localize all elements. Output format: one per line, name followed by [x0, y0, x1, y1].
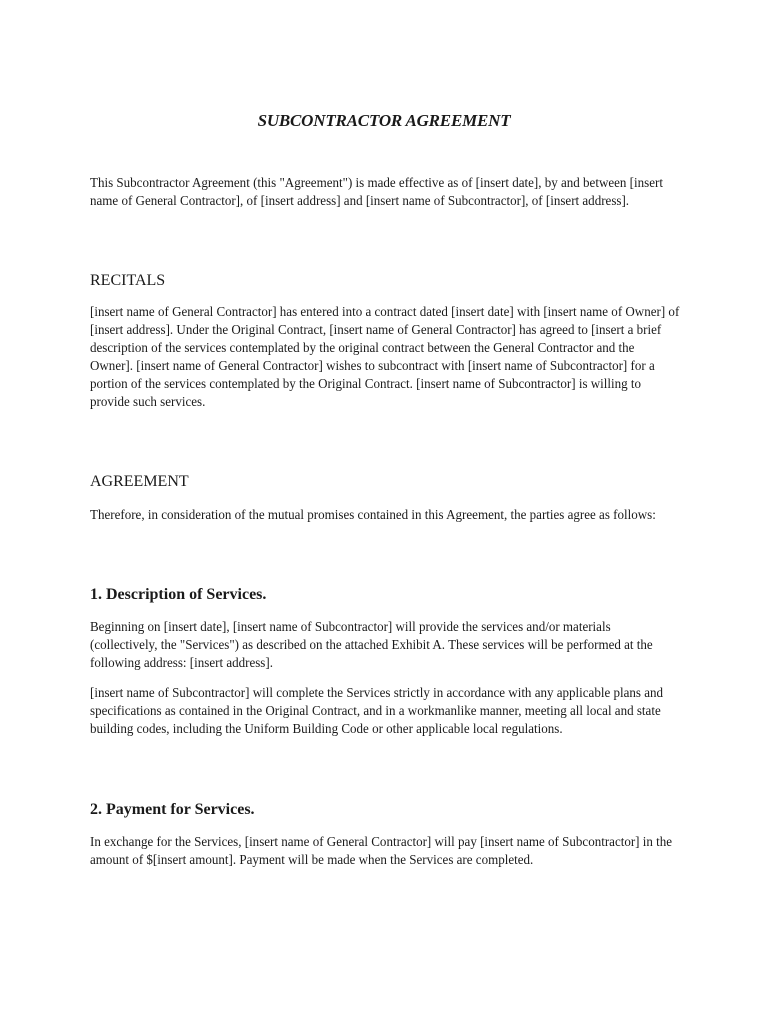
- section-1-paragraph-2: [insert name of Subcontractor] will complete the Services strictly in accordance with any applicable plans and specifications as contained in the Original Contract, and in a workmanlike manner, meeting all local and state building codes, including the Uniform Building Code or other applicable local regulations.: [90, 686, 664, 737]
- section-1-paragraph-1: Beginning on [insert date], [insert name of Subcontractor] will provide the services and/or materials (collectively, the "Services") as described on the attached Exhibit A. These services will be performed at the following address: [insert address].: [90, 620, 653, 671]
- document-title: SUBCONTRACTOR AGREEMENT: [257, 111, 511, 130]
- recitals-heading: RECITALS: [90, 272, 166, 289]
- recitals-paragraph: [insert name of General Contractor] has entered into a contract dated [insert date] with [insert name of Owner] of [insert address]. Under the Original Contract, [insert name of General Contractor] has agreed to [insert a brief description of the services contemplated by the original contract between the General Contractor and the Owner]. [insert name of General Contractor] wishes to subcontract with [insert name of Subcontractor] for a portion of the services contemplated by the Original Contract. [insert name of Subcontractor] is willing to provide such services.: [90, 305, 680, 410]
- section-2-heading: 2. Payment for Services.: [90, 801, 255, 818]
- agreement-heading: AGREEMENT: [90, 473, 189, 490]
- section-1-heading: 1. Description of Services.: [90, 586, 267, 603]
- section-2-paragraph-1: In exchange for the Services, [insert name of General Contractor] will pay [insert name of Subcontractor] in the amount of $[insert amount]. Payment will be made when the Services are completed.: [90, 835, 673, 868]
- intro-paragraph: This Subcontractor Agreement (this "Agreement") is made effective as of [insert date], by and between [insert name of General Contractor], of [insert address] and [insert name of Subcontractor], of [insert address].: [90, 176, 663, 209]
- agreement-paragraph: Therefore, in consideration of the mutual promises contained in this Agreement, the parties agree as follows:: [90, 508, 656, 523]
